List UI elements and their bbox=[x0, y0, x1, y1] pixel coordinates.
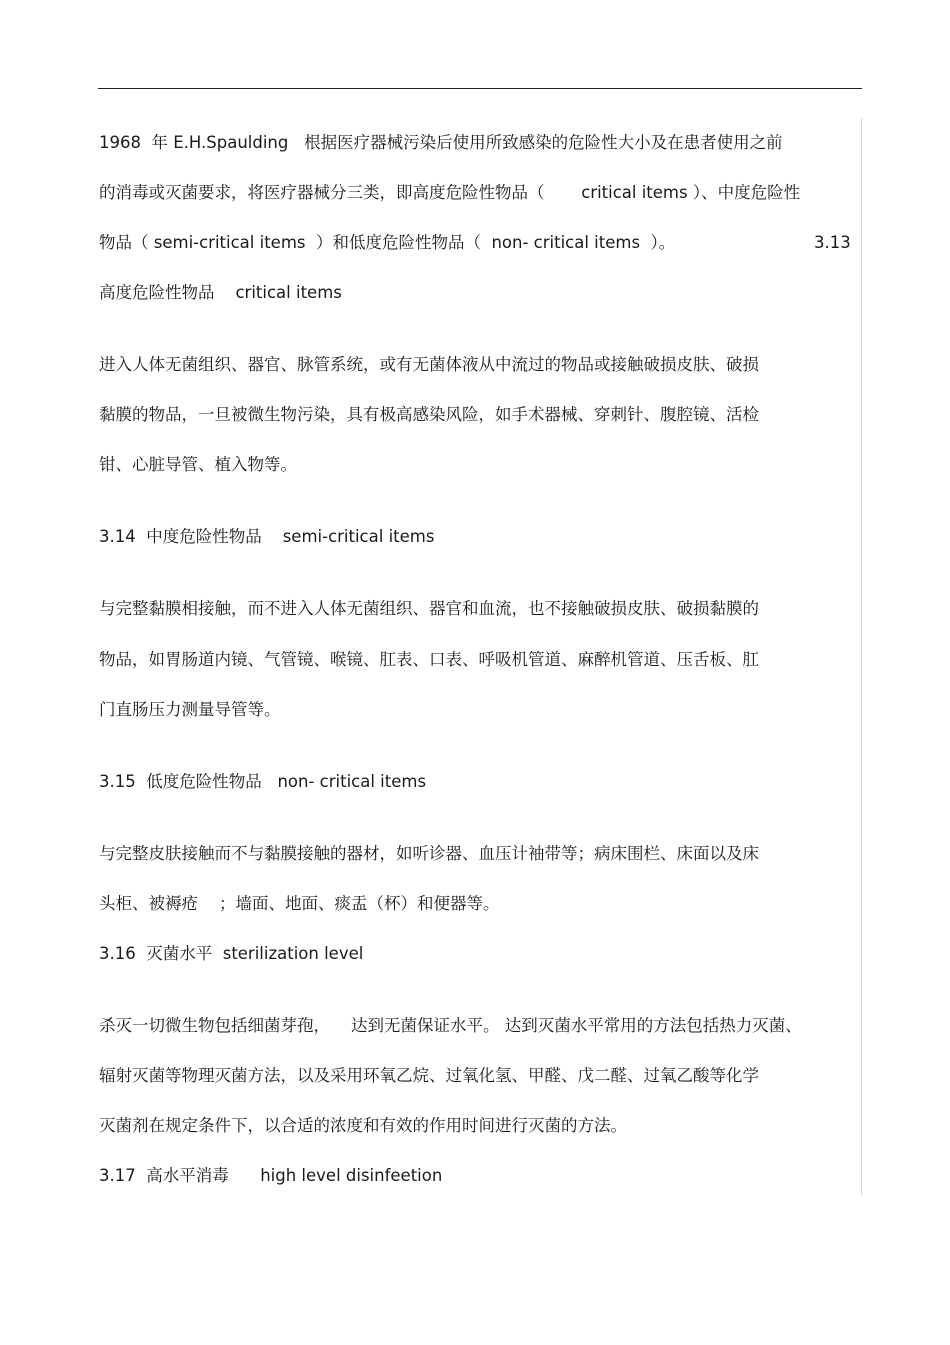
section-heading: 3.17 高水平消毒 high level disinfeetion bbox=[99, 1166, 443, 1185]
section-heading: 3.14 中度危险性物品 semi-critical items bbox=[99, 527, 435, 546]
paragraph-line: 灭菌剂在规定条件下，以合适的浓度和有效的作用时间进行灭菌的方法。 bbox=[99, 1116, 627, 1135]
section-number: 3.13 bbox=[814, 233, 851, 252]
section-heading: 3.15 低度危险性物品 non- critical items bbox=[99, 772, 427, 791]
paragraph-line: 物品，如胃肠道内镜、气管镜、喉镜、肛表、口表、呼吸机管道、麻醉机管道、压舌板、肛 bbox=[99, 650, 759, 669]
section-heading: 高度危险性物品 critical items bbox=[99, 283, 342, 302]
paragraph-line: 物品（ semi-critical items ）和低度危险性物品（ non- critical items ）。 bbox=[99, 233, 676, 252]
paragraph-line: 1968 年 E.H.Spaulding 根据医疗器械污染后使用所致感染的危险性大小及在患者使用之前 bbox=[99, 133, 783, 152]
paragraph-line: 与完整黏膜相接触，而不进入人体无菌组织、器官和血流，也不接触破损皮肤、破损黏膜的 bbox=[99, 599, 759, 618]
paragraph-line: 与完整皮肤接触而不与黏膜接触的器材，如听诊器、血压计袖带等；病床围栏、床面以及床 bbox=[99, 844, 759, 863]
paragraph-line: 门直肠压力测量导管等。 bbox=[99, 700, 281, 719]
paragraph-line: 进入人体无菌组织、器官、脉管系统，或有无菌体液从中流过的物品或接触破损皮肤、破损 bbox=[99, 355, 759, 374]
paragraph-line: 钳、心脏导管、植入物等。 bbox=[99, 455, 297, 474]
paragraph-line: 黏膜的物品，一旦被微生物污染，具有极高感染风险，如手术器械、穿刺针、腹腔镜、活检 bbox=[99, 405, 759, 424]
paragraph-line: 的消毒或灭菌要求，将医疗器械分三类，即高度危险性物品（ critical items ）、中度危险性 bbox=[99, 183, 801, 202]
paragraph-line: 辐射灭菌等物理灭菌方法，以及采用环氧乙烷、过氧化氢、甲醛、戊二醛、过氧乙酸等化学 bbox=[99, 1066, 759, 1085]
paragraph-line: 头柜、被褥疮 ；墙面、地面、痰盂（杯）和便器等。 bbox=[99, 894, 500, 913]
paragraph-line: 杀灭一切微生物包括细菌芽孢， 达到无菌保证水平。 达到灭菌水平常用的方法包括热力灭菌、 bbox=[99, 1016, 802, 1035]
header-rule bbox=[98, 88, 862, 89]
section-heading: 3.16 灭菌水平 sterilization level bbox=[99, 944, 364, 963]
page-border-right bbox=[861, 118, 862, 1195]
